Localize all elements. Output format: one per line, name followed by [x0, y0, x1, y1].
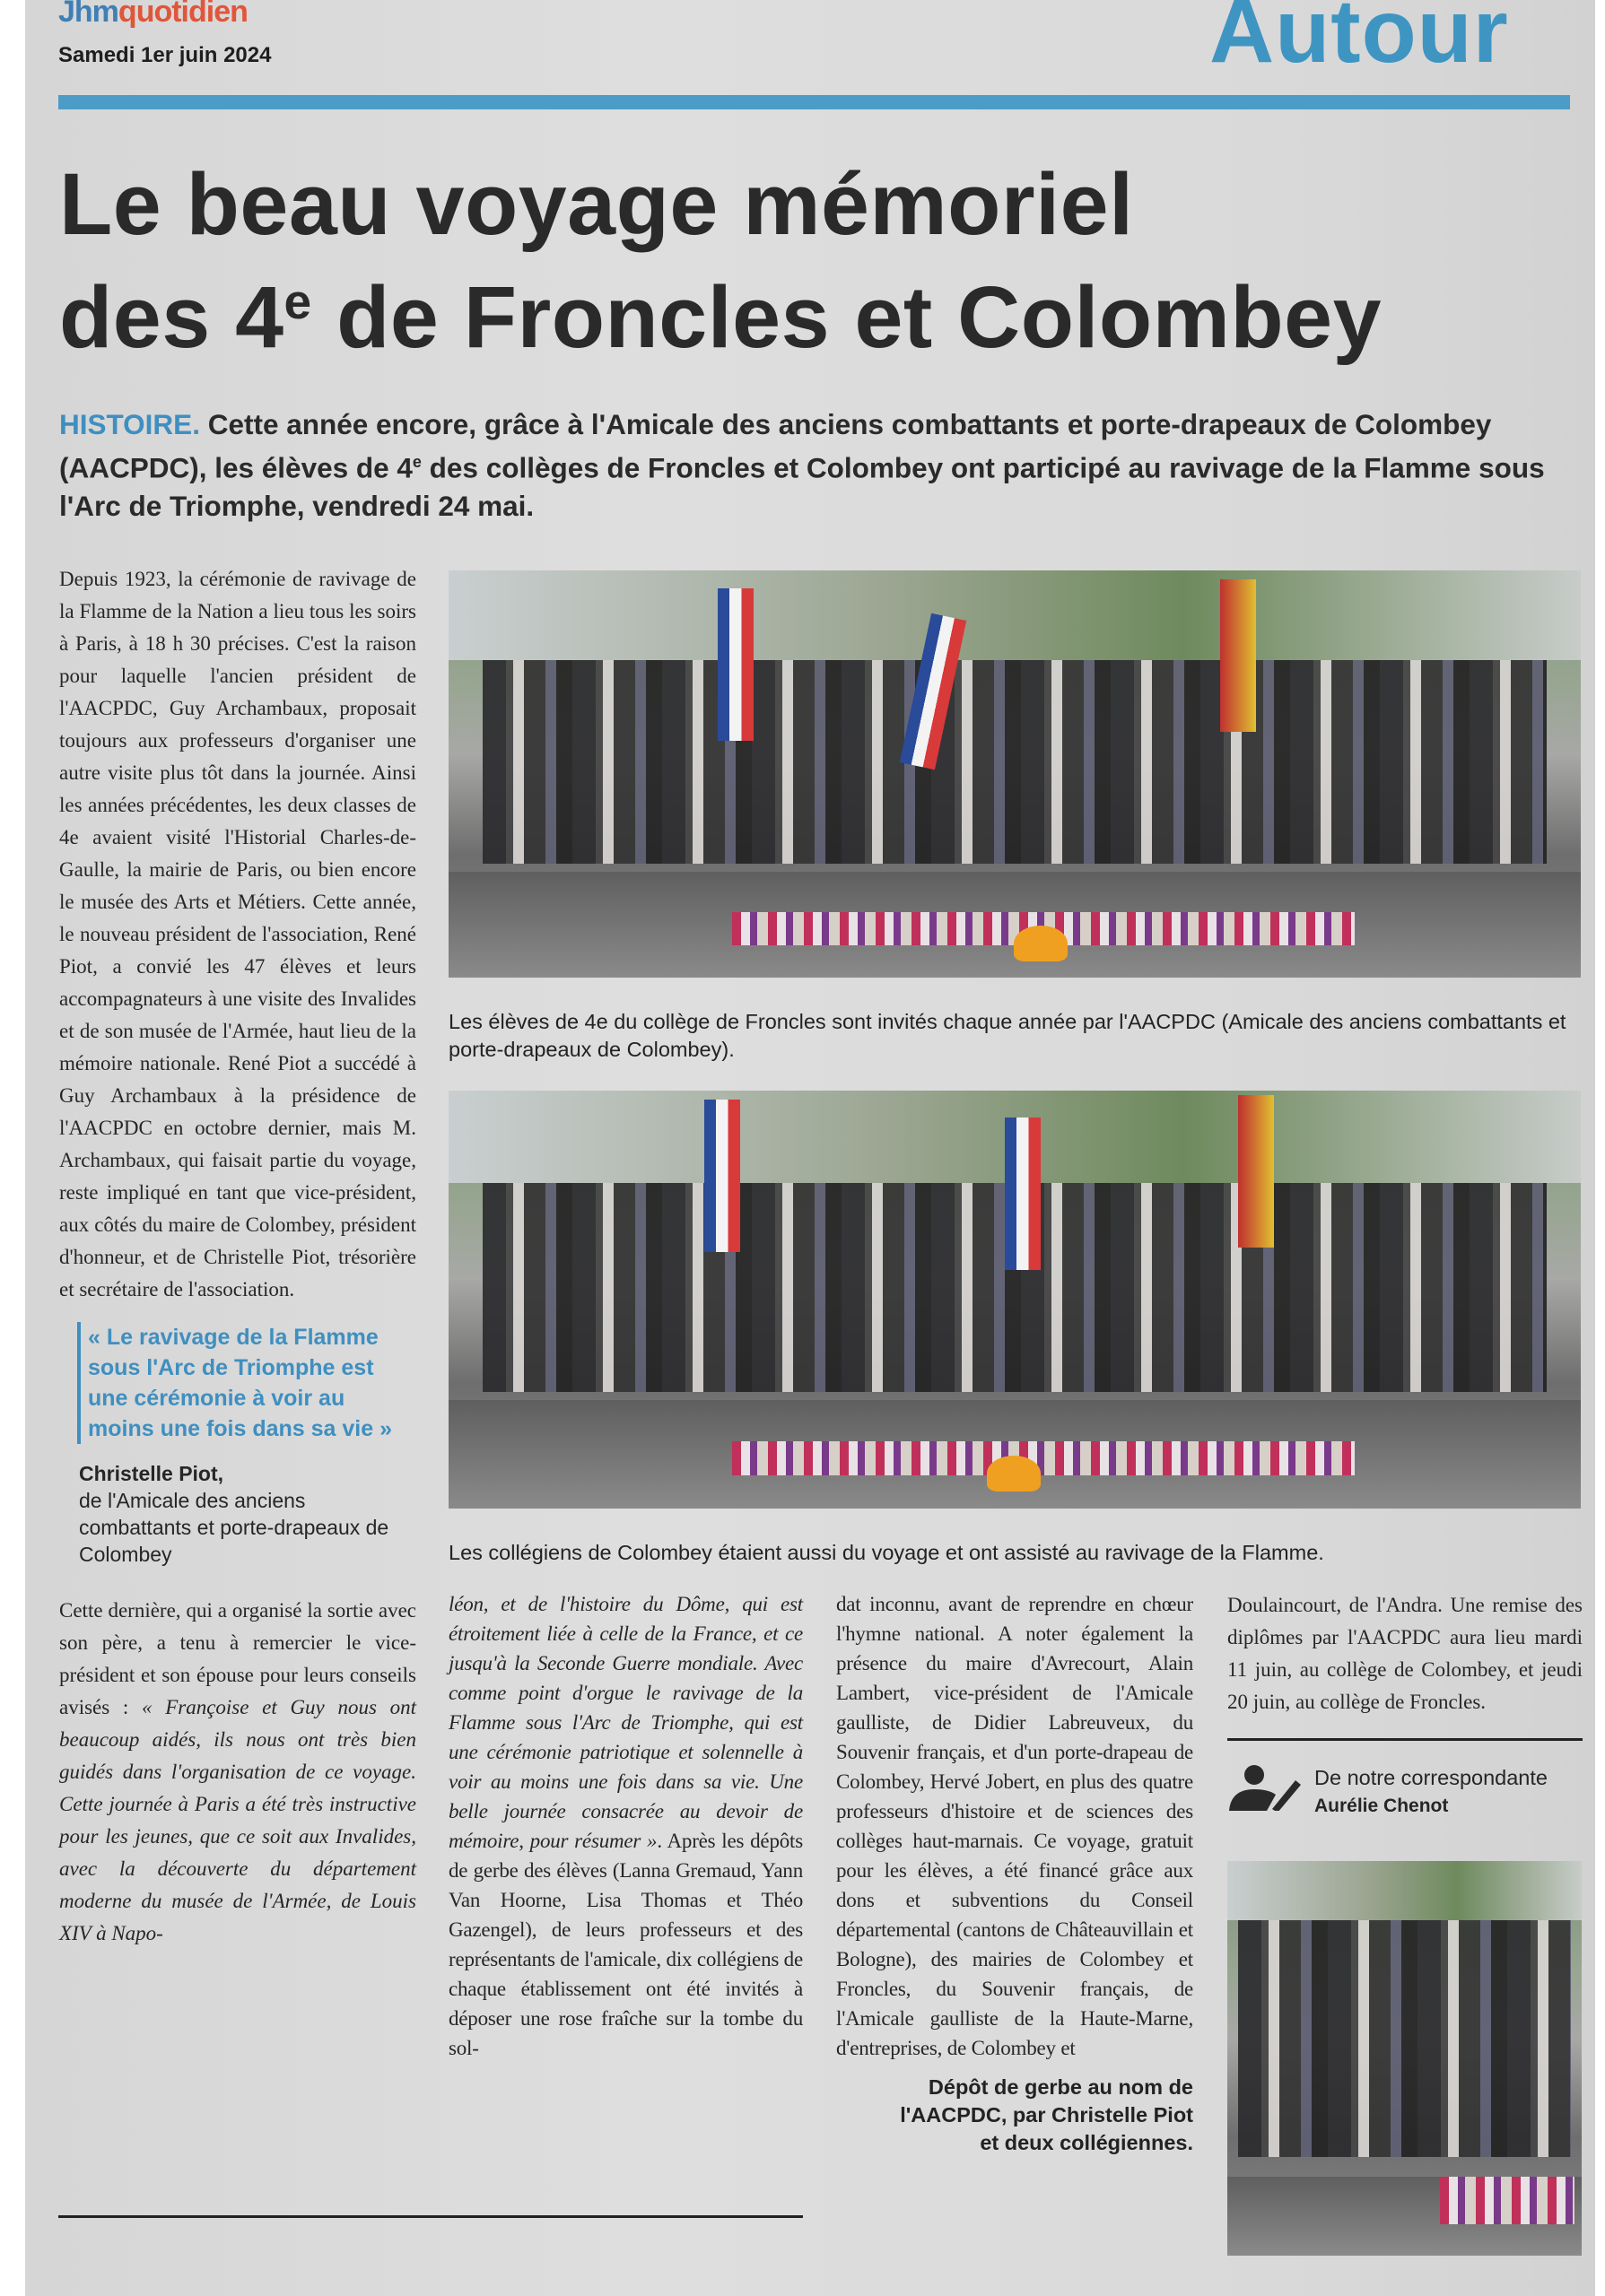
headline-line2: des 4e de Froncles et Colombey — [59, 268, 1383, 366]
left-column — [59, 563, 416, 1950]
photo-colombey-students — [449, 1091, 1581, 1509]
photo-wreath-laying — [1227, 1861, 1582, 2256]
issue-date: Samedi 1er juin 2024 — [58, 43, 272, 67]
body-column-1: Depuis 1923, la cérémonie de ravivage de la Flamme de la Nation a lieu tous les soirs à Paris, à 18 h 30 précises. C'est la raison pour laquelle l'ancien président de l'AACPDC, Guy Archambaux, proposait toujours aux professeurs d'organiser une autre visite plus tôt dans la journée. Ainsi les années précédentes, les deux classes de 4e avaient visité l'Historial Charles-de-Gaulle, la mairie de Paris, ou bien encore le musée des Arts et Métiers. Cette année, le nouveau président de l'association, René Piot, a convié les 47 élèves et leurs accompagnateurs à une visite des Invalides et de son musée de l'Armée, haut lieu de la mémoire nationale. René Piot a succédé à Guy Archambaux à la présidence de l'AACPDC en octobre dernier, mais M. Archambaux, qui faisait partie du voyage, reste impliqué en tant que vice-président, aux côtés du maire de Colombey, président d'honneur, et de Christelle Piot, trésorière et secrétaire de l'association. — [59, 568, 416, 1300]
quote-attribution: Christelle Piot, de l'Amicale des anciens combattants et porte-drapeaux de Colombey — [79, 1462, 389, 1566]
header-rule — [58, 95, 1570, 109]
photo3-caption: Dépôt de gerbe au nom de l'AACPDC, par Christelle Piot et deux collégiennes. — [900, 2075, 1193, 2154]
photo1-caption: Les élèves de 4e du collège de Froncles sont invités chaque année par l'AACPDC (Amicale des anciens combattants et porte-drapeaux de Colombey). — [449, 1010, 1566, 1061]
body-column-2: léon, et de l'histoire du Dôme, qui est étroitement liée à celle de la France, et ce jusqu'à la Seconde Guerre mondiale. Avec comme point d'orgue le ravivage de la Flamme sous l'Arc de Triomphe, qui est une cérémonie patriotique et solennelle à voir au moins une fois dans sa vie. Une belle journée consacrée au devoir de mémoire, pour résumer ». Après les dépôts de gerbe des élèves (Lanna Gremaud, Yann Van Hoorne, Lisa Thomas et Théo Gazengel), de leurs professeurs et des représentants de l'amicale, dix collégiens de chaque établissement ont été invités à déposer une rose fraîche sur la tombe du sol- — [449, 1593, 803, 2059]
author-divider — [1227, 1738, 1583, 1741]
column-divider — [58, 2215, 803, 2218]
author-row — [1227, 1764, 1583, 1820]
section-title: Autour — [1209, 0, 1509, 82]
body-column-3: dat inconnu, avant de reprendre en chœur l'hymne national. A noter également la présence du maire d'Avrecourt, Alain Lambert, vice-président de l'Amicale gaulliste, de Didier Labreuveux, du Souvenir français, et d'un porte-drapeau de Colombey, Hervé Jobert, en plus des quatre professeurs d'histoire et de sciences des collèges haut-marnais. Ce voyage, gratuit pour les élèves, a été financé grâce aux dons et subventions du Conseil départemental (cantons de Châteauvillain et Bologne), des mairies de Colombey et Froncles, du Souvenir français, de l'Amicale gaulliste de la Haute-Marne, d'entreprises, de Colombey et — [836, 1593, 1193, 2059]
body-column-1-continued: Cette dernière, qui a organisé la sortie avec son père, a tenu à remercier le vice-président et son épouse pour leurs conseils avisés : « Françoise et Guy nous ont beaucoup aidés, ils nous ont très bien guidés dans l'organisation de ce voyage. Cette journée à Paris a été très instructive pour les jeunes, que ce soit aux Invalides, avec la découverte du département moderne du musée de l'Armée, de Louis XIV à Napo- — [59, 1599, 416, 1944]
author-pen-icon — [1227, 1764, 1303, 1811]
photo-froncles-students — [449, 570, 1581, 978]
kicker: HISTOIRE. — [59, 408, 200, 440]
body-column-4: Doulaincourt, de l'Andra. Une remise des diplômes par l'AACPDC aura lieu mardi 11 juin, au collège de Colombey, et jeudi 20 juin, au collège de Froncles. — [1227, 1594, 1583, 1713]
pull-quote: « Le ravivage de la Flamme sous l'Arc de Triomphe est une cérémonie à voir au moins une fois dans sa vie » — [77, 1322, 416, 1444]
headline-line1: Le beau voyage mémoriel — [59, 155, 1134, 253]
newspaper-logo: Jhmquotidien — [58, 0, 248, 29]
photo2-caption: Les collégiens de Colombey étaient aussi du voyage et ont assisté au ravivage de la Flamme. — [449, 1541, 1324, 1564]
author-credit: De notre correspondante Aurélie Chenot — [1314, 1766, 1548, 1816]
column-3-wrapper — [836, 1589, 1193, 2157]
article-lead: HISTOIRE. Cette année encore, grâce à l'Amicale des anciens combattants et porte-drapeaux de Colombey (AACPDC), les élèves de 4e des collèges de Froncles et Colombey ont participé au ravivage de la Flamme sous l'Arc de Triomphe, vendredi 24 mai. — [59, 408, 1545, 522]
column-4-wrapper — [1227, 1589, 1583, 2256]
